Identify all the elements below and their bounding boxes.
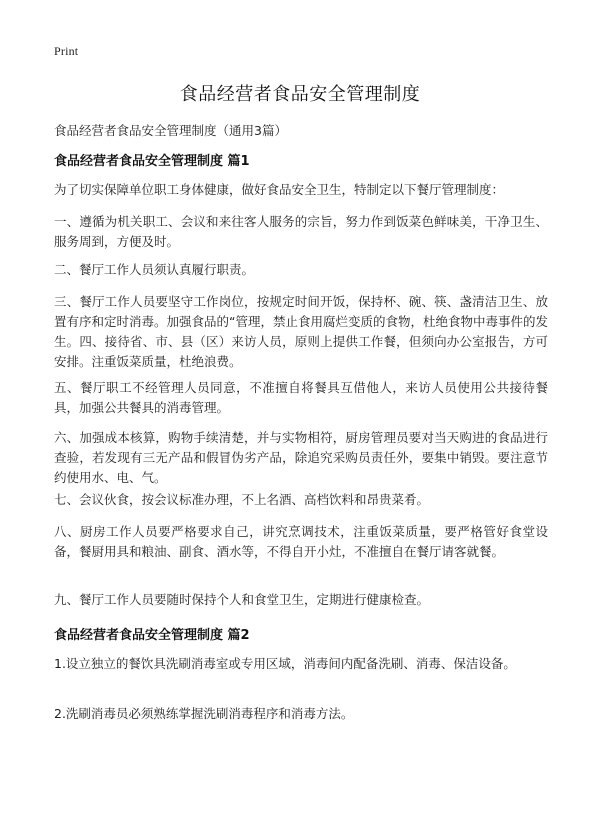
section-1-item-2: 二、餐厅工作人员须认真履行职责。: [54, 262, 255, 277]
print-label[interactable]: Print: [54, 44, 79, 58]
document-subtitle: 食品经营者食品安全管理制度（通用3篇）: [54, 123, 287, 138]
section-1-intro: 为了切实保障单位职工身体健康，做好食品安全卫生，特制定以下餐厅管理制度：: [54, 182, 505, 197]
section-1-item-3: 三、餐厅工作人员要坚守工作岗位，按规定时间开饭，保持杯、碗、筷、盏清洁卫生、放置有序和定时消毒。加强食品的“管理，禁止食用腐烂变质的食物，杜绝食物中毒事件的发生。四、接待省、市、县（区）来访人员，原则上提供工作餐，但须向办公室报告，方可安排。注重饭菜质量，杜绝浪费。: [54, 294, 548, 369]
section-1-heading: 食品经营者食品安全管理制度 篇1: [54, 154, 250, 169]
section-1-item-7: 七、会议伙食，按会议标准办理，不上名酒、高档饮料和昂贵菜肴。: [54, 492, 430, 507]
section-1-item-9: 九、餐厅工作人员要随时保持个人和食堂卫生，定期进行健康检查。: [54, 592, 430, 607]
section-1-item-5: 五、餐厅职工不经管理人员同意，不准擅自将餐具互借他人，来访人员使用公共接待餐具，加强公共餐具的消毒管理。: [54, 380, 548, 415]
section-2-item-2: 2.洗刷消毒员必须熟练掌握洗刷消毒程序和消毒方法。: [54, 706, 354, 721]
section-1-item-6: 六、加强成本核算，购物手续清楚，并与实物相符，厨房管理员要对当天购进的食品进行查验，若发现有三无产品和假冒伪劣产品，除追究采购员责任外，要集中销毁。要注意节约使用水、电、气。: [54, 430, 548, 485]
document-title: 食品经营者食品安全管理制度: [179, 84, 421, 105]
section-2-heading: 食品经营者食品安全管理制度 篇2: [54, 628, 250, 643]
section-1-item-8: 八、厨房工作人员要严格要求自己，讲究烹调技术，注重饭菜质量，要严格管好食堂设备，餐厨用具和粮油、副食、酒水等，不得自开小灶，不准擅自在餐厅请客就餐。: [54, 524, 548, 559]
section-2-item-1: 1.设立独立的餐饮具洗刷消毒室或专用区域，消毒间内配备洗刷、消毒、保洁设备。: [54, 656, 516, 671]
section-1-item-1: 一、遵循为机关职工、会议和来往客人服务的宗旨，努力作到饭菜色鲜味美，干净卫生、服务周到，方便及时。: [54, 214, 548, 249]
